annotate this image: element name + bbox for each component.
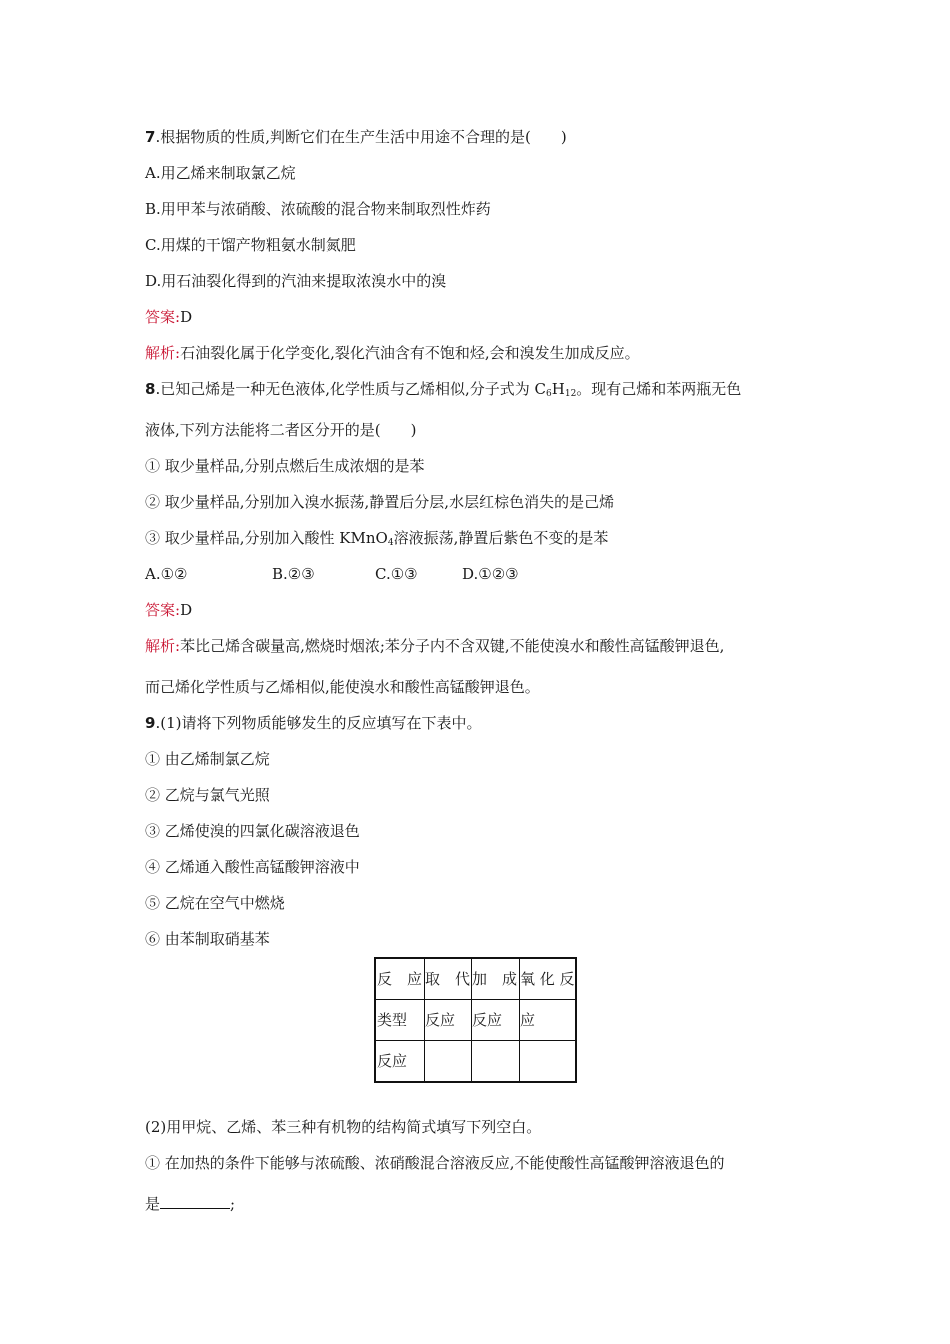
analysis-text: 苯比己烯含碳量高,燃烧时烟浓;苯分子内不含双键,不能使溴水和酸性高锰酸钾退色, <box>180 637 725 655</box>
q8-item-3: ③ 取少量样品,分别加入酸性 KMnO$_4$溶液振荡,静置后紫色不变的是苯 <box>145 529 609 548</box>
table-cell-header: 反 应 <box>375 958 425 1000</box>
q9-part2-item1-line1: ① 在加热的条件下能够与浓硫酸、浓硝酸混合溶液反应,不能使酸性高锰酸钾溶液退色的 <box>145 1154 725 1172</box>
q9-item-6: ⑥ 由苯制取硝基苯 <box>145 930 270 948</box>
q8-option-d: D.①②③ <box>462 565 519 583</box>
analysis-label: 解析: <box>145 344 181 362</box>
q7-option-c: C.用煤的干馏产物粗氨水制氮肥 <box>145 236 356 254</box>
reaction-type-table <box>374 957 577 1083</box>
table-cell-substitution-2: 反应 <box>425 1000 472 1041</box>
q9-item-1: ① 由乙烯制氯乙烷 <box>145 750 270 768</box>
q8-option-b: B.②③ <box>272 565 315 583</box>
analysis-text: 石油裂化属于化学变化,裂化汽油含有不饱和烃,会和溴发生加成反应。 <box>180 344 640 362</box>
q9-part2-item1-line2: 是 ; <box>145 1195 236 1213</box>
table-cell-oxidation: 氧 化 反 <box>520 958 577 1000</box>
q9-part2: (2)用甲烷、乙烯、苯三种有机物的结构简式填写下列空白。 <box>145 1118 542 1136</box>
q8-analysis-line2: 而己烯化学性质与乙烯相似,能使溴水和酸性高锰酸钾退色。 <box>145 678 540 696</box>
q9-number: 9 <box>145 714 156 732</box>
q9-item-2: ② 乙烷与氯气光照 <box>145 786 270 804</box>
table-cell-addition-2: 反应 <box>472 1000 520 1041</box>
q8-item-2: ② 取少量样品,分别加入溴水振荡,静置后分层,水层红棕色消失的是己烯 <box>145 493 615 511</box>
q8-item-1: ① 取少量样品,分别点燃后生成浓烟的是苯 <box>145 457 425 475</box>
q8-number: 8 <box>145 380 156 398</box>
q7-analysis <box>145 343 640 363</box>
table-answer-cell[interactable] <box>425 1041 472 1083</box>
answer-label: 答案: <box>145 601 181 619</box>
q8-analysis-line1 <box>145 636 724 656</box>
q9-item-5: ⑤ 乙烷在空气中燃烧 <box>145 894 285 912</box>
q8-answer <box>145 600 192 620</box>
table-answer-cell[interactable] <box>520 1041 577 1083</box>
table-cell-substitution: 取 代 <box>425 958 472 1000</box>
q7-answer <box>145 307 192 327</box>
table-cell-header-2: 类型 <box>375 1000 425 1041</box>
q9-part1: 9.(1)请将下列物质能够发生的反应填写在下表中。 <box>145 714 482 732</box>
q9-item-4: ④ 乙烯通入酸性高锰酸钾溶液中 <box>145 858 360 876</box>
q9-item-3: ③ 乙烯使溴的四氯化碳溶液退色 <box>145 822 360 840</box>
answer-value: D <box>180 601 193 619</box>
analysis-label: 解析: <box>145 637 181 655</box>
q8-stem-line1: 8.已知己烯是一种无色液体,化学性质与乙烯相似,分子式为 $C_6H_{12}$。现有己烯和苯两瓶无色 <box>145 380 742 399</box>
q7-number: 7 <box>145 128 156 146</box>
q8-stem-line2: 液体,下列方法能将二者区分开的是( ) <box>145 421 417 439</box>
q7-option-a: A.用乙烯来制取氯乙烷 <box>145 164 296 182</box>
answer-label: 答案: <box>145 308 181 326</box>
q8-option-c: C.①③ <box>375 565 418 583</box>
q7-stem: 7.根据物质的性质,判断它们在生产生活中用途不合理的是( ) <box>145 128 567 146</box>
table-cell-reaction-label: 反应 <box>375 1041 425 1083</box>
q7-option-b: B.用甲苯与浓硝酸、浓硫酸的混合物来制取烈性炸药 <box>145 200 491 218</box>
q8-option-a: A.①② <box>145 565 188 583</box>
table-cell-addition: 加 成 <box>472 958 520 1000</box>
answer-value: D <box>180 308 193 326</box>
answer-blank[interactable] <box>160 1194 230 1209</box>
table-answer-cell[interactable] <box>472 1041 520 1083</box>
q7-option-d: D.用石油裂化得到的汽油来提取浓溴水中的溴 <box>145 272 447 290</box>
table-cell-oxidation-2: 应 <box>520 1000 577 1041</box>
